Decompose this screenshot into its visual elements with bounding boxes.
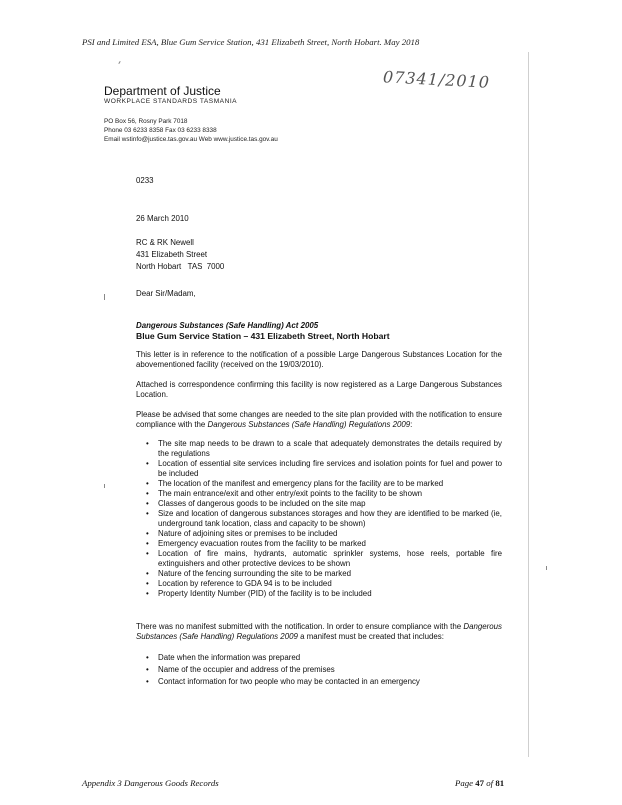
list-item-text: Nature of the fencing surrounding the site to be marked	[158, 569, 351, 578]
advised-prefix: Please be advised that some changes are needed to the site plan provided with the notification to ensure compliance with the	[136, 410, 502, 429]
list-item	[136, 569, 502, 579]
bullet-icon: •	[146, 499, 149, 508]
list-item-text: Property Identity Number (PID) of the facility is to be included	[158, 589, 372, 598]
paragraph-attached: Attached is correspondence confirming this facility is now registered as a Large Dangerous Substances Location.	[136, 380, 502, 399]
list-item	[136, 509, 502, 529]
bullet-icon: •	[146, 677, 149, 686]
bullet-icon: •	[146, 549, 149, 558]
list-item	[136, 653, 502, 663]
page-of: of	[484, 778, 496, 788]
list-item	[136, 439, 502, 459]
division-name: WORKPLACE STANDARDS TASMANIA	[104, 98, 238, 105]
advised-suffix: :	[410, 420, 413, 429]
list-item-text: Name of the occupier and address of the premises	[158, 665, 335, 674]
list-item	[136, 579, 502, 589]
subject-site: Blue Gum Service Station – 431 Elizabeth Street, North Hobart	[136, 331, 390, 341]
list-item-text: Location by reference to GDA 94 is to be included	[158, 579, 332, 588]
site-map-requirements-list	[136, 439, 502, 599]
po-box-line: PO Box 56, Rosny Park 7018	[104, 118, 188, 125]
list-item	[136, 539, 502, 549]
bullet-icon: •	[146, 539, 149, 548]
list-item-text: Classes of dangerous goods to be included on the site map	[158, 499, 366, 508]
reference-number: 0233	[136, 176, 154, 185]
list-item	[136, 665, 502, 675]
list-item	[136, 529, 502, 539]
scan-speck	[104, 294, 105, 300]
list-item	[136, 549, 502, 569]
list-item-text: Contact information for two people who may be contacted in an emergency	[158, 677, 420, 686]
paragraph-manifest	[136, 622, 502, 642]
scan-speck	[104, 484, 105, 488]
manifest-regulation: Dangerous Substances (Safe Handling) Regulations 2009	[136, 622, 502, 641]
list-item	[136, 677, 502, 687]
scan-margin-line	[528, 52, 529, 757]
recipient-name: RC & RK Newell	[136, 238, 194, 247]
page-current: 47	[475, 778, 485, 788]
bullet-icon: •	[146, 479, 149, 488]
salutation: Dear Sir/Madam,	[136, 289, 196, 298]
list-item-text: Location of fire mains, hydrants, automatic sprinkler systems, hose reels, portable fire extinguishers and other protective devices to be shown	[158, 549, 502, 568]
bullet-icon: •	[146, 509, 149, 518]
list-item	[136, 499, 502, 509]
subject-act: Dangerous Substances (Safe Handling) Act 2005	[136, 321, 319, 330]
bullet-icon: •	[146, 579, 149, 588]
footer-page-number	[455, 778, 504, 788]
list-item-text: Date when the information was prepared	[158, 653, 301, 662]
paragraph-intro: This letter is in reference to the notification of a possible Large Dangerous Substances Location for the abovementioned facility (received on the 19/03/2010).	[136, 350, 502, 369]
department-name: Department of Justice	[104, 84, 221, 98]
list-item	[136, 589, 502, 599]
handwritten-reference: 07341/2010	[382, 67, 491, 92]
bullet-icon: •	[146, 439, 149, 448]
advised-regulation: Dangerous Substances (Safe Handling) Regulations 2009	[207, 420, 411, 429]
page-prefix: Page	[455, 778, 476, 788]
scan-speck	[118, 61, 120, 64]
page-total: 81	[495, 778, 505, 788]
scan-speck	[546, 566, 547, 570]
list-item-text: Emergency evacuation routes from the facility to be marked	[158, 539, 366, 548]
letter-date: 26 March 2010	[136, 214, 189, 223]
paragraph-advised	[136, 410, 502, 430]
list-item-text: The location of the manifest and emergency plans for the facility are to be marked	[158, 479, 444, 488]
bullet-icon: •	[146, 569, 149, 578]
list-item-text: Nature of adjoining sites or premises to be included	[158, 529, 338, 538]
running-header: PSI and Limited ESA, Blue Gum Service Station, 431 Elizabeth Street, North Hobart. May 2018	[82, 37, 420, 47]
list-item-text: Location of essential site services including fire services and isolation points for fuel and power to be included	[158, 459, 502, 478]
bullet-icon: •	[146, 665, 149, 674]
recipient-street: 431 Elizabeth Street	[136, 250, 208, 259]
footer-appendix: Appendix 3 Dangerous Goods Records	[82, 778, 219, 788]
list-item	[136, 489, 502, 499]
manifest-prefix: There was no manifest submitted with the notification. In order to ensure compliance with the	[136, 622, 464, 631]
manifest-requirements-list	[136, 653, 502, 687]
list-item-text: The main entrance/exit and other entry/exit points to the facility to be shown	[158, 489, 423, 498]
bullet-icon: •	[146, 589, 149, 598]
list-item-text: Size and location of dangerous substances storages and how they are identified to be marked (ie, underground tank location, class and capacity to be shown)	[158, 509, 502, 528]
phone-fax-line: Phone 03 6233 8358 Fax 03 6233 8338	[104, 127, 217, 134]
manifest-suffix: a manifest must be created that includes:	[297, 632, 444, 641]
bullet-icon: •	[146, 489, 149, 498]
bullet-icon: •	[146, 459, 149, 468]
recipient-locality: North Hobart TAS 7000	[136, 262, 225, 271]
list-item	[136, 479, 502, 489]
list-item	[136, 459, 502, 479]
list-item-text: The site map needs to be drawn to a scale that adequately demonstrates the details required by the regulations	[158, 439, 502, 458]
bullet-icon: •	[146, 529, 149, 538]
bullet-icon: •	[146, 653, 149, 662]
email-web-line: Email wstinfo@justice.tas.gov.au Web www.justice.tas.gov.au	[104, 136, 278, 143]
